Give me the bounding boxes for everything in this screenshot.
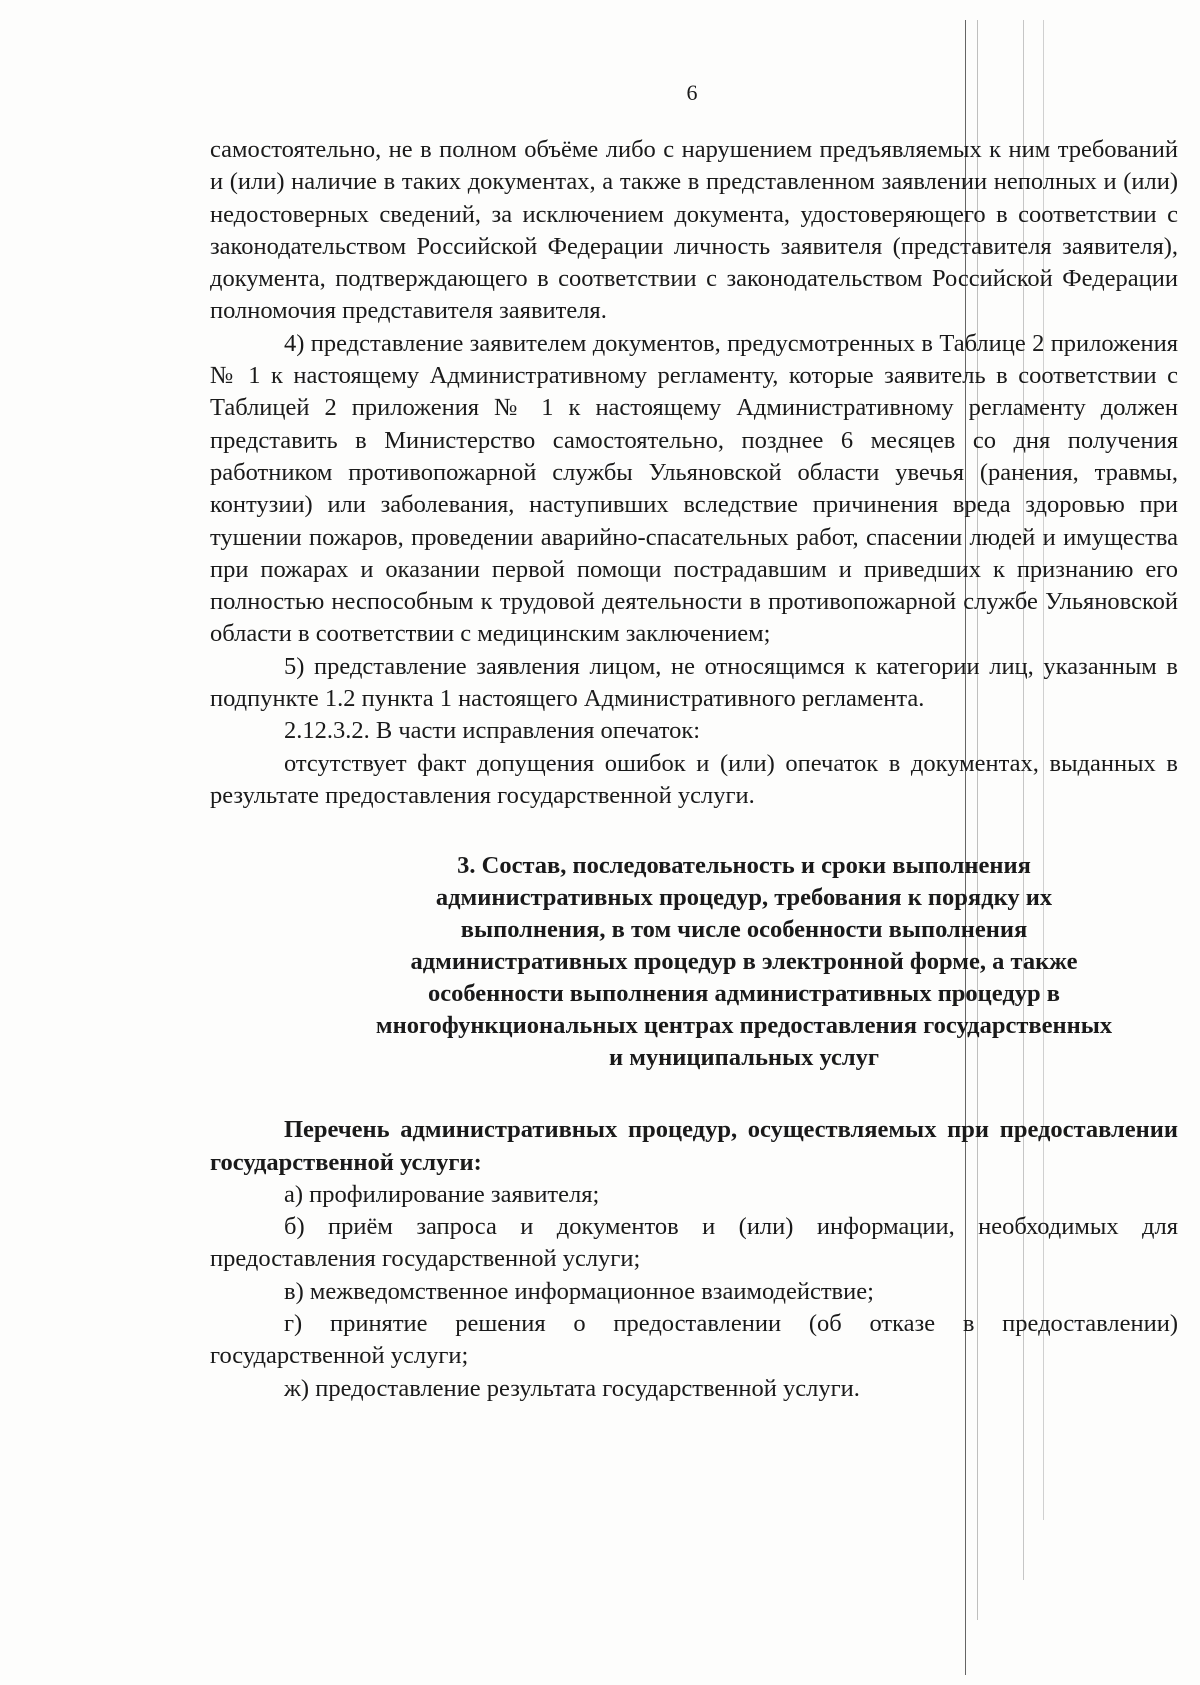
procedures-title: Перечень административных процедур, осуществляемых при предоставлении государственной услуги:	[210, 1116, 1178, 1176]
procedure-item-g: г) принятие решения о предоставлении (об отказе в предоставлении) государственной услуги;	[210, 1310, 1178, 1370]
section-heading: 3. Состав, последовательность и сроки выполнения административных процедур, требования к порядку их выполнения, в том числе особенности выполнения административных процедур в электронной форме, а также особенности выполнения административных процедур в многофункциональных центрах предоставления государственных и муниципальных услуг	[375, 852, 1113, 1072]
procedure-item-zh: ж) предоставление результата государственной услуги.	[284, 1374, 860, 1402]
page-number: 6	[686, 80, 698, 105]
paragraph-continuation: самостоятельно, не в полном объёме либо с нарушением предъявляемых к ним требований и (или) наличие в таких документах, а также в представленном заявлении неполных и (или) недостоверных сведений, за исключением документа, удостоверяющего в соответствии с законодательством Российской Федерации личность заявителя (представителя заявителя), документа, подтверждающего в соответствии с законодательством Российской Федерации полномочия представителя заявителя.	[210, 136, 1178, 325]
document-body	[210, 134, 1178, 1405]
paragraph-item-4: 4) представление заявителем документов, предусмотренных в Таблице 2 приложения № 1 к настоящему Административному регламенту, которые заявитель в соответствии с Таблицей 2 приложения № 1 к настоящему Административному регламенту должен представить в Министерство самостоятельно, позднее 6 месяцев со дня получения работником противопожарной службы Ульяновской области увечья (ранения, травмы, контузии) или заболевания, наступивших вследствие причинения вреда здоровью при тушении пожаров, проведении аварийно-спасательных работ, спасении людей и имущества при пожарах и оказании первой помощи пострадавшим и приведших к признанию его полностью неспособным к трудовой деятельности в противопожарной службе Ульяновской области в соответствии с медицинским заключением;	[210, 329, 1178, 648]
procedure-item-v: в) межведомственное информационное взаимодействие;	[284, 1277, 874, 1305]
procedure-item-a: а) профилирование заявителя;	[284, 1180, 600, 1208]
paragraph-clause-2-12-3-2: 2.12.3.2. В части исправления опечаток:	[284, 717, 701, 745]
procedure-item-b: б) приём запроса и документов и (или) информации, необходимых для предоставления государственной услуги;	[210, 1213, 1178, 1273]
paragraph-item-5: 5) представление заявления лицом, не относящимся к категории лиц, указанным в подпункте 1.2 пункта 1 настоящего Административного регламента.	[210, 652, 1178, 713]
paragraph-typo-condition: отсутствует факт допущения ошибок и (или) опечаток в документах, выданных в результате предоставления государственной услуги.	[210, 749, 1178, 809]
